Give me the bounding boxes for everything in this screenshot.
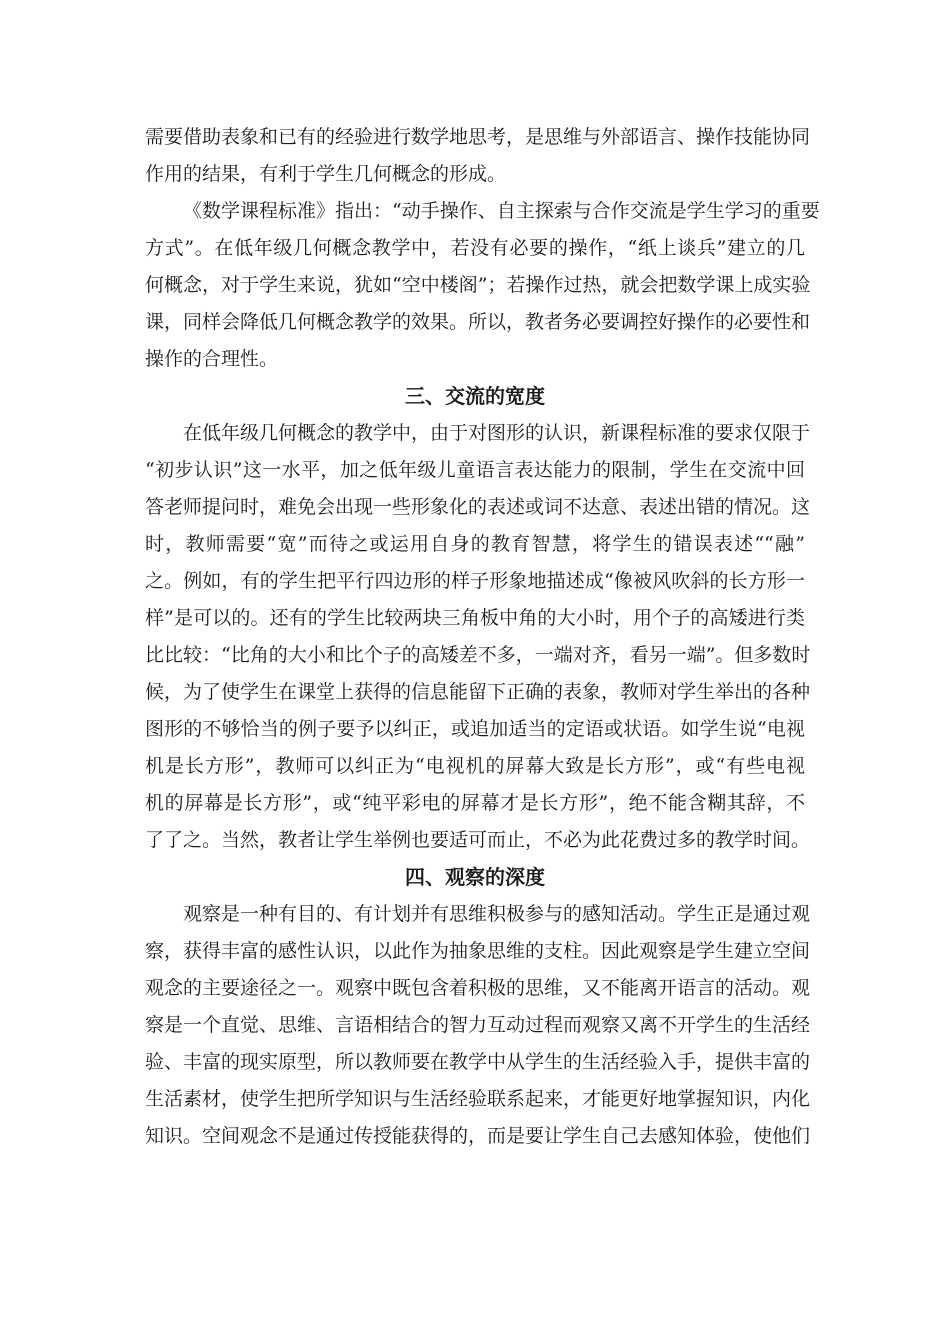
text-line: 之。例如，有的学生把平行四边形的样子形象地描述成“像被风吹斜的长方形一: [145, 570, 805, 592]
text-line: 机是长方形”，教师可以纠正为“电视机的屏幕大致是长方形”，或“有些电视: [145, 755, 805, 777]
document-page: [145, 119, 820, 1155]
text-line: 察，获得丰富的感性认识，以此作为抽象思维的支柱。因此观察是学生建立空间: [145, 940, 811, 962]
paragraph-continued: [145, 119, 811, 193]
text-line: 知识。空间观念不是通过传授能获得的，而是要让学生自己去感知体验，使他们: [145, 1125, 811, 1147]
text-line: 观察是一种有目的、有计划并有思维积极参与的感知活动。学生正是通过观: [183, 903, 811, 925]
paragraph-curriculum-standard: [145, 193, 820, 378]
text-line: 观念的主要途径之一。观察中既包含着积极的思维，又不能离开语言的活动。观: [145, 977, 811, 999]
paragraph-communication: [145, 415, 811, 859]
section-heading-observation: 四、观察的深度: [405, 865, 545, 889]
section-heading-communication: 三、交流的宽度: [405, 384, 545, 408]
paragraph-observation: [145, 896, 811, 1155]
text-line: 课，同样会降低几何概念教学的效果。所以，教者务必要调控好操作的必要性和: [145, 311, 811, 333]
text-line: 了了之。当然，教者让学生举例也要适可而止，不必为此花费过多的教学时间。: [145, 829, 811, 851]
text-line: 图形的不够恰当的例子要予以纠正，或追加适当的定语或状语。如学生说“电视: [145, 718, 805, 740]
text-line: 方式”。在低年级几何概念教学中，若没有必要的操作，“纸上谈兵”建立的几: [145, 237, 805, 259]
text-line: 机的屏幕是长方形”，或“纯平彩电的屏幕才是长方形”，绝不能含糊其辞，不: [145, 792, 805, 814]
text-line: 需要借助表象和已有的经验进行数学地思考，是思维与外部语言、操作技能协同: [145, 126, 811, 148]
text-line: 候，为了使学生在课堂上获得的信息能留下正确的表象，教师对学生举出的各种: [145, 681, 811, 703]
text-line: 在低年级几何概念的教学中，由于对图形的认识，新课程标准的要求仅限于: [183, 422, 811, 444]
text-line: “初步认识”这一水平，加之低年级儿童语言表达能力的限制，学生在交流中回: [145, 459, 805, 481]
text-line: 操作的合理性。: [145, 348, 279, 370]
text-line: 何概念，对于学生来说，犹如“空中楼阁”；若操作过热，就会把数学课上成实验: [145, 274, 811, 296]
text-line: 察是一个直觉、思维、言语相结合的智力互动过程而观察又离不开学生的生活经: [145, 1014, 811, 1036]
text-line: 验、丰富的现实原型，所以教师要在教学中从学生的生活经验入手，提供丰富的: [145, 1051, 811, 1073]
text-line: 作用的结果，有利于学生几何概念的形成。: [145, 163, 507, 185]
text-line: 比比较：“比角的大小和比个子的高矮差不多，一端对齐，看另一端”。但多数时: [145, 644, 811, 666]
text-line: 生活素材，使学生把所学知识与生活经验联系起来，才能更好地掌握知识，内化: [145, 1088, 811, 1110]
text-line: 答老师提问时，难免会出现一些形象化的表述或词不达意、表述出错的情况。这: [145, 496, 811, 518]
text-line: 《数学课程标准》指出：“动手操作、自主探索与合作交流是学生学习的重要: [183, 200, 820, 222]
text-line: 样”是可以的。还有的学生比较两块三角板中角的大小时，用个子的高矮进行类: [145, 607, 805, 629]
text-line: 时，教师需要“宽”而待之或运用自身的教育智慧，将学生的错误表述““融”: [145, 533, 805, 555]
